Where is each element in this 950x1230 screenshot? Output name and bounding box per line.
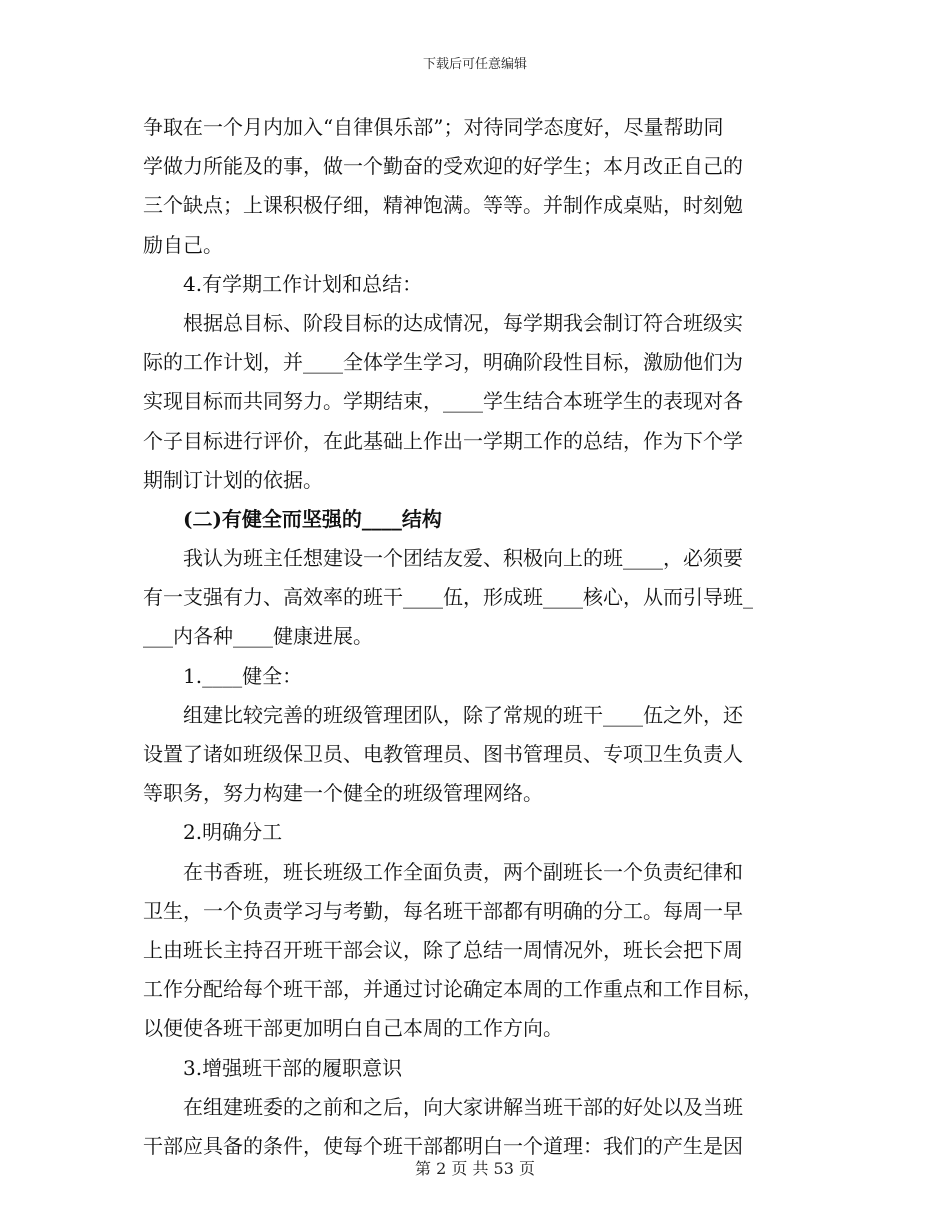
text-line: 工作分配给每个班干部，并通过讨论确定本周的工作重点和工作目标， — [143, 977, 763, 1002]
text-line: 1.____健全： — [183, 663, 303, 688]
text-line: 4.有学期工作计划和总结： — [183, 271, 423, 296]
page-header: 下载后可任意编辑 — [422, 57, 527, 72]
text-line: 干部应具备的条件，使每个班干部都明白一个道理：我们的产生是因 — [143, 1133, 743, 1158]
text-line: 组建比较完善的班级管理团队，除了常规的班干____伍之外，还 — [183, 702, 743, 727]
text-line: 设置了诸如班级保卫员、电教管理员、图书管理员、专项卫生负责人 — [143, 742, 743, 766]
page-footer: 第 2 页 共 53 页 — [415, 1159, 535, 1178]
text-line: 有一支强有力、高效率的班干____伍，形成班____核心，从而引导班_ — [143, 585, 753, 610]
text-line: 际的工作计划，并____全体学生学习，明确阶段性目标，激励他们为 — [143, 350, 743, 375]
text-line: 等职务，努力构建一个健全的班级管理网络。 — [143, 781, 543, 806]
text-line: 以便使各班干部更加明白自己本周的工作方向。 — [143, 1016, 563, 1041]
text-line: 励自己。 — [143, 232, 223, 257]
text-line: 在书香班，班长班级工作全面负责，两个副班长一个负责纪律和 — [183, 859, 743, 884]
text-line: 实现目标而共同努力。学期结束，____学生结合本班学生的表现对各 — [143, 389, 743, 414]
text-line: 争取在一个月内加入“自律俱乐部”；对待同学态度好，尽量帮助同 — [143, 115, 724, 139]
section-heading: (二)有健全而坚强的____结构 — [183, 506, 442, 531]
text-line: 学做力所能及的事，做一个勤奋的受欢迎的好学生；本月改正自己的 — [143, 154, 743, 179]
text-line: 期制订计划的依据。 — [143, 467, 323, 492]
text-line: 2.明确分工 — [183, 820, 283, 845]
text-line: 根据总目标、阶段目标的达成情况，每学期我会制订符合班级实 — [183, 310, 743, 335]
text-line: 三个缺点；上课积极仔细，精神饱满。等等。并制作成桌贴，时刻勉 — [143, 193, 743, 218]
text-line: 在组建班委的之前和之后，向大家讲解当班干部的好处以及当班 — [183, 1094, 743, 1119]
text-line: 上由班长主持召开班干部会议，除了总结一周情况外，班长会把下周 — [143, 937, 743, 962]
text-line: 卫生，一个负责学习与考勤，每名班干部都有明确的分工。每周一早 — [143, 898, 743, 923]
text-line: ___内各种____健康进展。 — [143, 624, 373, 649]
text-line: 我认为班主任想建设一个团结友爱、积极向上的班____，必须要 — [183, 546, 743, 571]
text-line: 个子目标进行评价，在此基础上作出一学期工作的总结，作为下个学 — [143, 428, 743, 453]
document-body — [143, 108, 807, 1166]
text-line: 3.增强班干部的履职意识 — [183, 1055, 403, 1080]
